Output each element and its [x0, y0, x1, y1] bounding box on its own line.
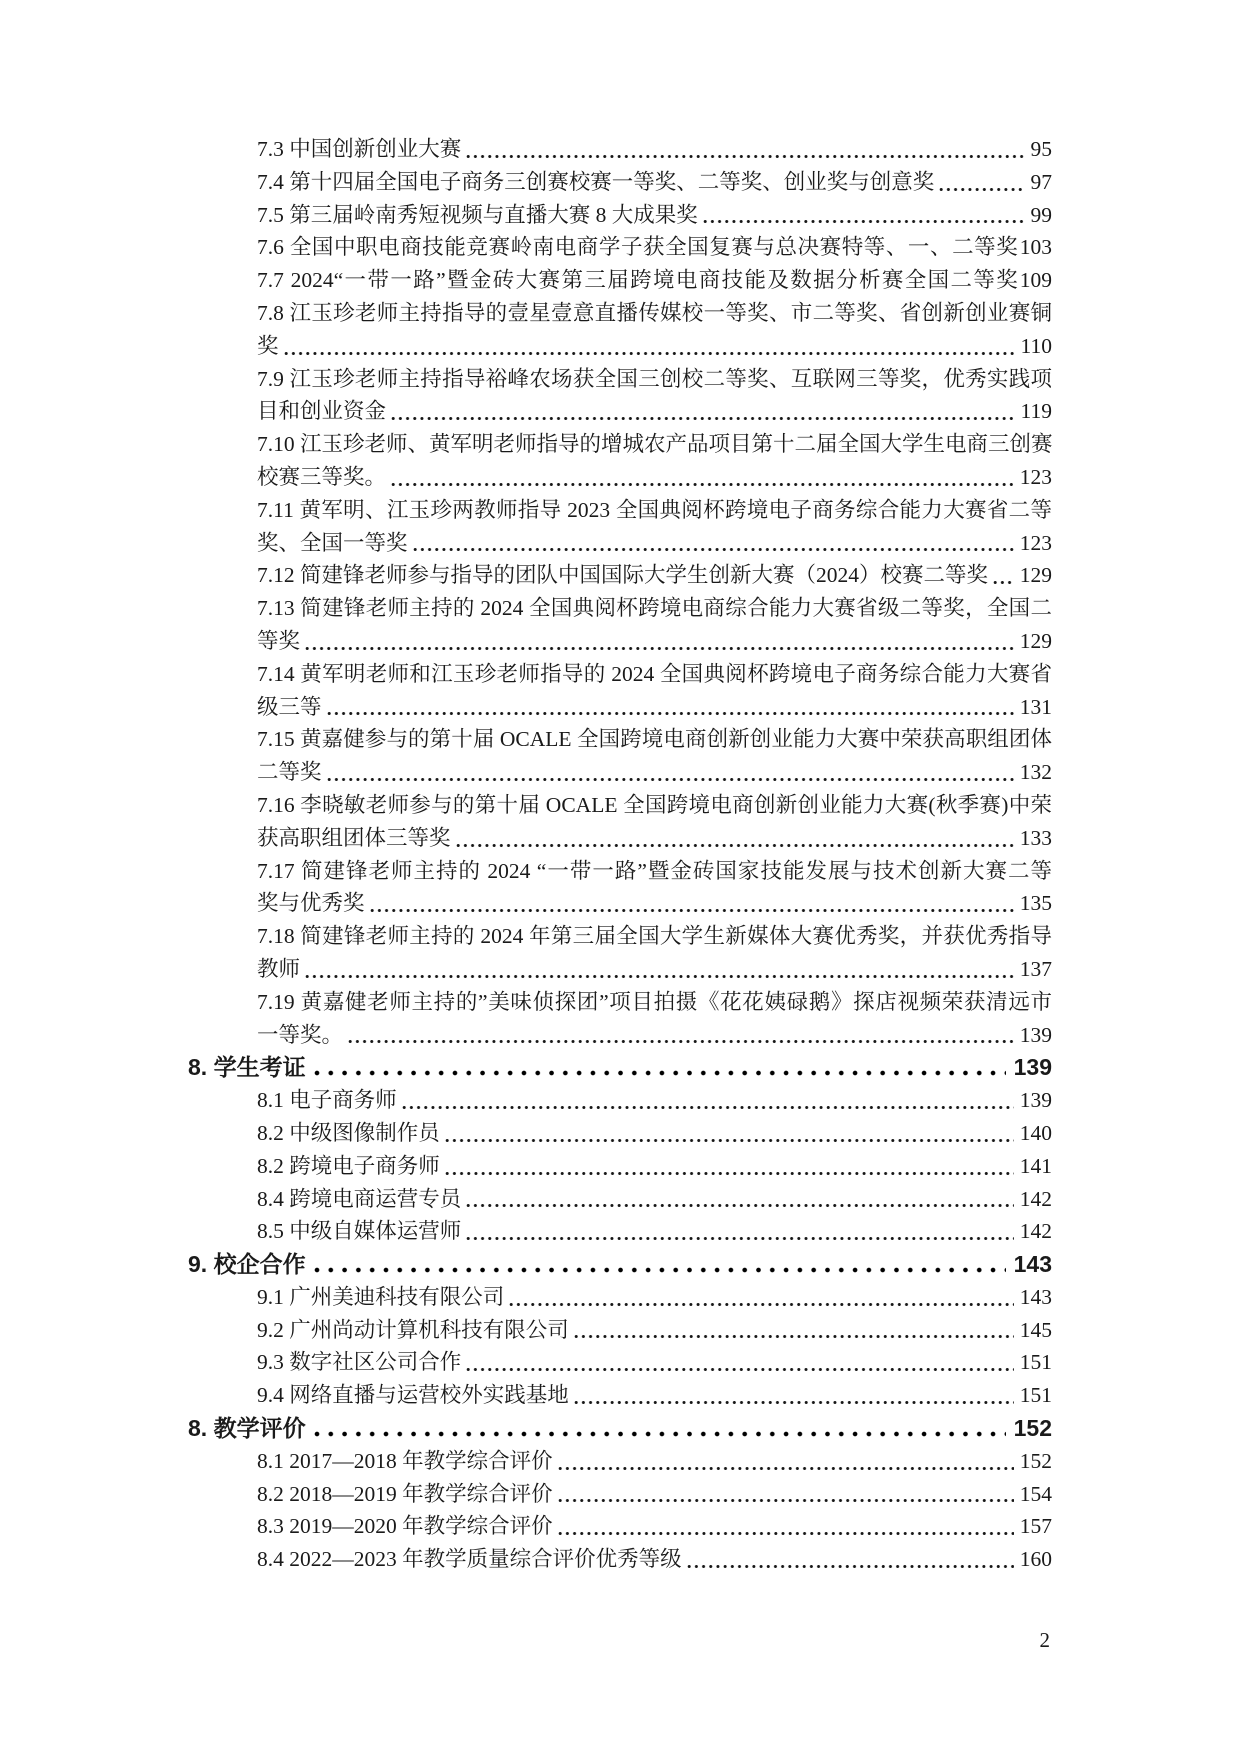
- toc-entry-text: 9.1 广州美迪科技有限公司: [257, 1284, 505, 1309]
- toc-entry-row: [188, 1084, 1052, 1117]
- toc-page-number: 110: [1020, 333, 1052, 358]
- toc-entry-row: [188, 133, 1052, 166]
- toc-entry-row: [188, 625, 1052, 658]
- toc-entry-text: 7.15 黄嘉健参与的第十届 OCALE 全国跨境电商创新创业能力大赛中荣获高职组团体: [257, 727, 1052, 752]
- toc-entry-row: [188, 461, 1052, 494]
- toc-entry-text: 7.17 简建锋老师主持的 2024 “一带一路”暨金砖国家技能发展与技术创新大赛二等: [257, 858, 1052, 883]
- toc-page-number: 131: [1019, 694, 1052, 719]
- toc-entry-text: 7.6 全国中职电商技能竞赛岭南电商学子获全国复赛与总决赛特等、一、二等奖: [257, 235, 1018, 260]
- toc-entry-row: [188, 1314, 1052, 1347]
- toc-page-number: 132: [1019, 760, 1052, 785]
- toc-entry-row: [188, 231, 1052, 264]
- toc-leader-dots: [445, 1171, 1014, 1176]
- toc-page-number: 119: [1020, 399, 1052, 424]
- toc-entry-text: 9.4 网络直播与运营校外实践基地: [257, 1383, 569, 1408]
- toc-entry-row: [188, 297, 1052, 330]
- toc-entry-text: 7.12 简建锋老师参与指导的团队中国国际大学生创新大赛（2024）校赛二等奖: [257, 563, 989, 588]
- toc-page-number: 133: [1019, 825, 1052, 850]
- toc-entry-text: 奖: [257, 333, 279, 358]
- toc-page-number: 141: [1019, 1153, 1052, 1178]
- toc-entry-text: 7.9 江玉珍老师主持指导裕峰农场获全国三创校二等奖、互联网三等奖，优秀实践项: [257, 366, 1052, 391]
- toc-entry-text: 目和创业资金: [257, 399, 387, 424]
- toc-entry-text: 8.5 中级自媒体运营师: [257, 1219, 462, 1244]
- toc-entry-text: 7.10 江玉珍老师、黄军明老师指导的增城农产品项目第十二届全国大学生电商三创赛: [257, 432, 1053, 457]
- toc-entry-row: [188, 658, 1052, 691]
- toc-page-number: 137: [1019, 956, 1052, 981]
- toc-entry-text: 7.8 江玉珍老师主持指导的壹星壹意直播传媒校一等奖、市二等奖、省创新创业赛铜: [257, 300, 1052, 325]
- toc-entry-row: [188, 1543, 1052, 1576]
- toc-page-number: 154: [1019, 1481, 1052, 1506]
- toc-entry-text: 7.5 第三届岭南秀短视频与直播大赛 8 大成果奖: [257, 202, 698, 227]
- toc-page-number: 109: [1019, 268, 1052, 293]
- toc-entry-text: 8.4 跨境电商运营专员: [257, 1186, 462, 1211]
- toc-page-number: 145: [1019, 1317, 1052, 1342]
- toc-entry-text: 8.1 电子商务师: [257, 1088, 397, 1113]
- toc-entry-row: [188, 199, 1052, 232]
- toc-entry-text: 7.11 黄军明、江玉珍两教师指导 2023 全国典阅杯跨境电子商务综合能力大赛省二等: [257, 497, 1052, 522]
- toc-page-number: 160: [1019, 1547, 1052, 1572]
- toc-page-number: 143: [1019, 1284, 1052, 1309]
- toc-leader-dots: [391, 482, 1014, 487]
- toc-page-number: 139: [1013, 1054, 1052, 1081]
- toc-leader-dots: [574, 1400, 1014, 1405]
- toc-leader-dots: [993, 580, 1014, 585]
- toc-entry-text: 7.16 李晓敏老师参与的第十届 OCALE 全国跨境电商创新创业能力大赛(秋季赛)中荣: [257, 792, 1052, 817]
- toc-entry-text: 8.1 2017—2018 年教学综合评价: [257, 1448, 553, 1473]
- toc-leader-dots: [466, 154, 1024, 159]
- toc-entry-row: [188, 527, 1052, 560]
- toc-entry-text: 9.3 数字社区公司合作: [257, 1350, 462, 1375]
- toc-section-row: [188, 1248, 1052, 1281]
- toc-entry-row: [188, 1445, 1052, 1478]
- toc-page-number: 142: [1019, 1219, 1052, 1244]
- toc-leader-dots: [305, 646, 1014, 651]
- toc-page-number: 143: [1013, 1251, 1052, 1278]
- toc-leader-dots: [348, 1039, 1014, 1044]
- toc-entry-row: [188, 592, 1052, 625]
- table-of-contents: [188, 133, 1052, 1576]
- toc-leader-dots: [509, 1302, 1013, 1307]
- toc-entry-text: 7.4 第十四届全国电子商务三创赛校赛一等奖、二等奖、创业奖与创意奖: [257, 169, 935, 194]
- toc-entry-row: [188, 756, 1052, 789]
- toc-entry-text: 校赛三等奖。: [257, 464, 387, 489]
- toc-entry-text: 奖与优秀奖: [257, 891, 365, 916]
- toc-entry-text: 8.2 中级图像制作员: [257, 1120, 440, 1145]
- toc-leader-dots: [466, 1367, 1013, 1372]
- toc-entry-text: 7.18 简建锋老师主持的 2024 年第三届全国大学生新媒体大赛优秀奖，并获优秀指导: [257, 924, 1052, 949]
- toc-entry-text: 9.2 广州尚动计算机科技有限公司: [257, 1317, 569, 1342]
- toc-leader-dots: [558, 1466, 1014, 1471]
- toc-leader-dots: [284, 351, 1015, 356]
- footer-page-number: 2: [1039, 1628, 1050, 1652]
- toc-section-row: [188, 1051, 1052, 1084]
- toc-page-number: 123: [1019, 464, 1052, 489]
- toc-entry-row: [188, 428, 1052, 461]
- toc-entry-row: [188, 920, 1052, 953]
- toc-leader-dots: [574, 1334, 1014, 1339]
- toc-entry-row: [188, 789, 1052, 822]
- toc-page-number: 151: [1019, 1350, 1052, 1375]
- toc-entry-text: 7.7 2024“一带一路”暨金砖大赛第三届跨境电商技能及数据分析赛全国二等奖: [257, 268, 1018, 293]
- toc-leader-dots: [402, 1105, 1014, 1110]
- toc-entry-text: 8.3 2019—2020 年教学综合评价: [257, 1514, 553, 1539]
- toc-entry-text: 7.19 黄嘉健老师主持的”美味侦探团”项目拍摄《花花姨碌鹅》探店视频荣获清远市: [257, 989, 1052, 1014]
- toc-page-number: 123: [1019, 530, 1052, 555]
- toc-entry-text: 级三等: [257, 694, 322, 719]
- toc-page-number: 139: [1019, 1088, 1052, 1113]
- toc-entry-row: [188, 1510, 1052, 1543]
- toc-entry-row: [188, 1215, 1052, 1248]
- toc-entry-row: [188, 1478, 1052, 1511]
- toc-entry-row: [188, 494, 1052, 527]
- toc-leader-dots: [445, 1138, 1014, 1143]
- toc-entry-text: 获高职组团体三等奖: [257, 825, 451, 850]
- toc-leader-dots: [687, 1564, 1014, 1569]
- toc-entry-text: 7.13 简建锋老师主持的 2024 全国典阅杯跨境电商综合能力大赛省级二等奖，全国二: [257, 596, 1052, 621]
- toc-entry-row: [188, 1117, 1052, 1150]
- toc-entry-row: [188, 855, 1052, 888]
- toc-leader-dots: [314, 1431, 1006, 1437]
- toc-entry-row: [188, 723, 1052, 756]
- toc-entry-row: [188, 887, 1052, 920]
- toc-section-title: 8. 教学评价: [188, 1415, 306, 1442]
- toc-leader-dots: [327, 711, 1014, 716]
- toc-leader-dots: [558, 1498, 1014, 1503]
- toc-entry-text: 等奖: [257, 628, 301, 653]
- toc-entry-row: [188, 1281, 1052, 1314]
- toc-section-title: 9. 校企合作: [188, 1251, 306, 1278]
- toc-entry-text: 8.2 2018—2019 年教学综合评价: [257, 1481, 553, 1506]
- toc-entry-row: [188, 264, 1052, 297]
- toc-page-number: 152: [1013, 1415, 1052, 1442]
- toc-entry-text: 一等奖。: [257, 1022, 344, 1047]
- toc-entry-row: [188, 691, 1052, 724]
- toc-entry-row: [188, 1019, 1052, 1052]
- toc-page-number: 139: [1019, 1022, 1052, 1047]
- toc-page-number: 129: [1019, 628, 1052, 653]
- toc-entry-text: 二等奖: [257, 760, 322, 785]
- toc-entry-text: 教师: [257, 956, 301, 981]
- toc-leader-dots: [558, 1531, 1014, 1536]
- toc-entry-row: [188, 1379, 1052, 1412]
- toc-entry-row: [188, 986, 1052, 1019]
- toc-leader-dots: [314, 1267, 1006, 1273]
- toc-page-number: 103: [1019, 235, 1052, 260]
- toc-page-number: 95: [1030, 137, 1052, 161]
- toc-page-number: 142: [1019, 1186, 1052, 1211]
- toc-page-number: 135: [1019, 891, 1052, 916]
- toc-page-number: 99: [1030, 202, 1052, 227]
- toc-leader-dots: [703, 219, 1025, 224]
- toc-entry-text: 8.4 2022—2023 年教学质量综合评价优秀等级: [257, 1547, 682, 1572]
- toc-entry-row: [188, 1183, 1052, 1216]
- toc-leader-dots: [391, 416, 1015, 421]
- toc-entry-text: 8.2 跨境电子商务师: [257, 1153, 440, 1178]
- toc-leader-dots: [466, 1236, 1013, 1241]
- toc-leader-dots: [413, 547, 1014, 552]
- toc-entry-row: [188, 559, 1052, 592]
- toc-entry-row: [188, 166, 1052, 199]
- toc-entry-row: [188, 1346, 1052, 1379]
- toc-leader-dots: [314, 1070, 1006, 1076]
- toc-page-number: 140: [1019, 1120, 1052, 1145]
- toc-section-row: [188, 1412, 1052, 1445]
- toc-entry-row: [188, 953, 1052, 986]
- toc-leader-dots: [939, 187, 1024, 192]
- toc-leader-dots: [327, 777, 1014, 782]
- toc-entry-row: [188, 822, 1052, 855]
- toc-leader-dots: [305, 974, 1014, 979]
- toc-page-number: 97: [1030, 169, 1052, 194]
- toc-page-number: 129: [1019, 563, 1052, 588]
- toc-leader-dots: [370, 908, 1014, 913]
- toc-entry-row: [188, 330, 1052, 363]
- toc-entry-text: 奖、全国一等奖: [257, 530, 408, 555]
- toc-entry-text: 7.3 中国创新创业大赛: [257, 137, 462, 161]
- toc-leader-dots: [466, 1203, 1013, 1208]
- toc-page-number: 157: [1019, 1514, 1052, 1539]
- toc-page-number: 151: [1019, 1383, 1052, 1408]
- toc-leader-dots: [456, 843, 1014, 848]
- toc-entry-row: [188, 395, 1052, 428]
- toc-page-number: 152: [1019, 1448, 1052, 1473]
- toc-entry-text: 7.14 黄军明老师和江玉珍老师指导的 2024 全国典阅杯跨境电子商务综合能力大赛省: [257, 661, 1052, 686]
- toc-section-title: 8. 学生考证: [188, 1054, 306, 1081]
- toc-entry-row: [188, 363, 1052, 396]
- toc-entry-row: [188, 1150, 1052, 1183]
